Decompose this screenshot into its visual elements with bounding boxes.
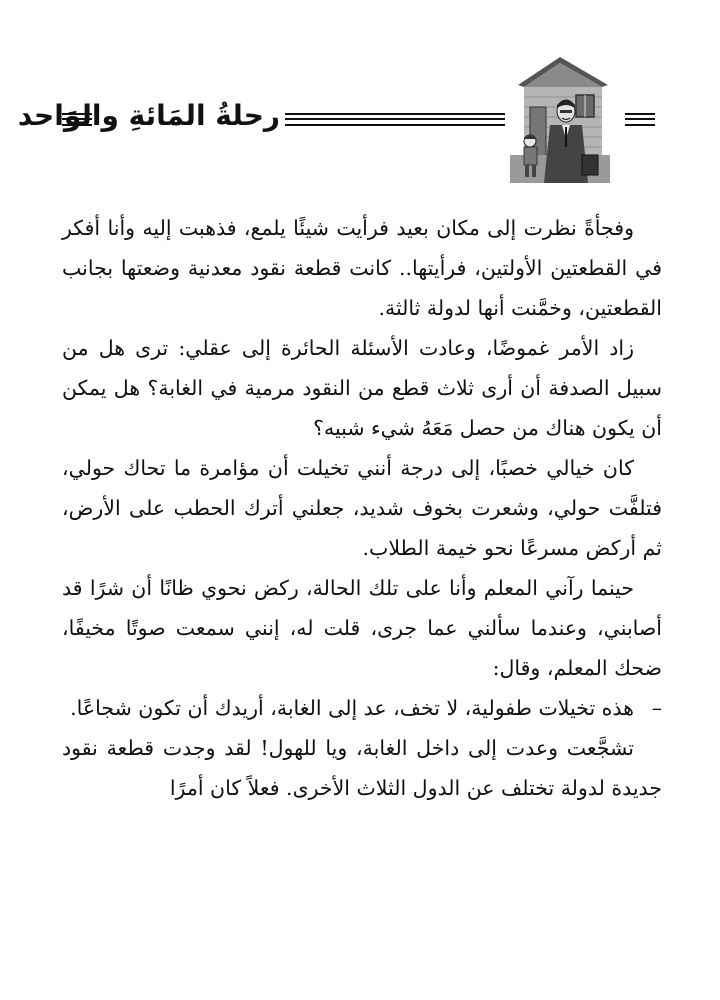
- house-man-boy-illustration-icon: [510, 55, 610, 183]
- dialog-dash: –: [651, 696, 662, 720]
- page-body-text: [62, 208, 662, 808]
- paragraph-5: تشجَّعت وعدت إلى داخل الغابة، ويا للهول! لقد وجدت قطعة نقود جديدة لدولة تختلف عن الدول الثلاث الأخرى. فعلاً كان أمرًا: [62, 736, 662, 800]
- chapter-title: رحلةُ المَائةِ والوَاحد: [17, 99, 280, 132]
- paragraph-4: حينما رآني المعلم وأنا على تلك الحالة، ركض نحوي ظانًا أن شرًا قد أصابني، وعندما سألني عما جرى، قلت له، إنني سمعت صوتًا مخيفًا، ضحك المعلم، وقال:: [62, 576, 662, 680]
- paragraph-1: وفجأةً نظرت إلى مكان بعيد فرأيت شيئًا يلمع، فذهبت إليه وأنا أفكر في القطعتين الأولتين، فرأيتها.. كانت قطعة نقود معدنية وضعتها بجانب القطعتين، وخمَّنت أنها لدولة ثالثة.: [62, 216, 662, 320]
- page-header: [0, 0, 720, 195]
- dialog-line: [62, 688, 662, 728]
- paragraph-2: زاد الأمر غموضًا، وعادت الأسئلة الحائرة إلى عقلي: ترى هل من سبيل الصدفة أن أرى ثلاث قطع من النقود مرمية في الغابة؟ هل يمكن أن يكون هناك من حصل مَعَهُ شيء شبيه؟: [62, 336, 662, 440]
- dialog-text: هذه تخيلات طفولية، لا تخف، عد إلى الغابة، أريدك أن تكون شجاعًا.: [70, 696, 634, 720]
- decorative-rule-middle: [285, 113, 505, 126]
- paragraph-3: كان خيالي خصبًا، إلى درجة أنني تخيلت أن مؤامرة ما تحاك حولي، فتلفَّت حولي، وشعرت بخوف شديد، جعلني أترك الحطب على الأرض، ثم أركض مسرعًا نحو خيمة الطلاب.: [62, 456, 662, 560]
- decorative-rule-right: [625, 113, 655, 126]
